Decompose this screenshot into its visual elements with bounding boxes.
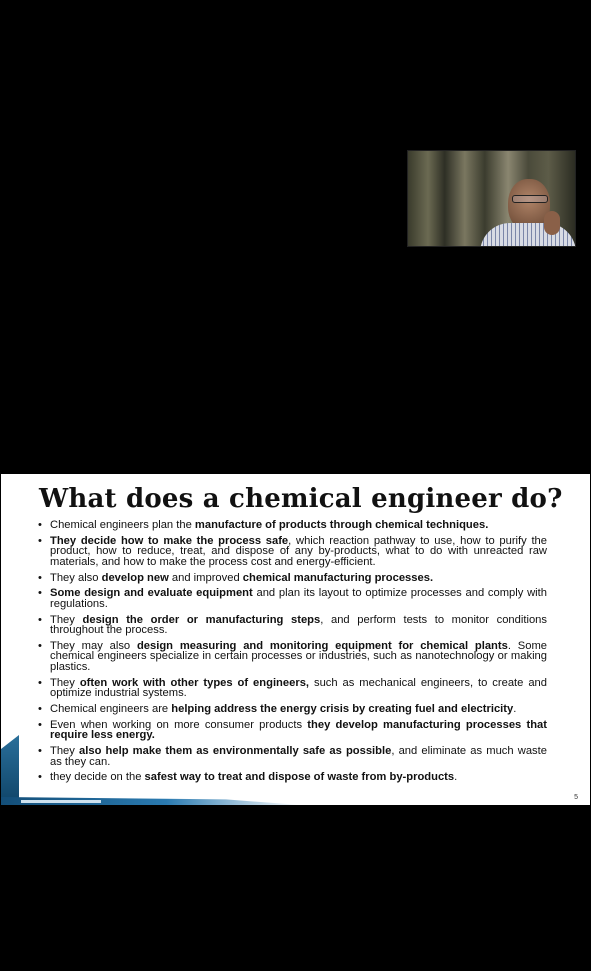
bullet-item bbox=[37, 678, 547, 699]
bullet-item bbox=[37, 720, 547, 741]
bullet-text: Even when working on more consumer products bbox=[50, 718, 308, 731]
bullet-item bbox=[37, 573, 547, 584]
bullet-text: , which reaction pathway to use, how to purify the product, how to reduce, treat, and dispose of any by-products, what to do with unreacted raw materials, and how to make the process cost and energy-efficient. bbox=[50, 534, 547, 568]
bullet-item bbox=[37, 772, 547, 783]
bullet-text: and plan its layout to optimize processes and comply with regulations. bbox=[50, 587, 547, 610]
bullet-bold-text: also help make them as environmentally safe as possible bbox=[79, 745, 392, 758]
bullet-bold-text: They decide how to make the process safe bbox=[50, 534, 289, 547]
bullet-bold-text: design measuring and monitoring equipment for chemical plants bbox=[136, 639, 508, 652]
bullet-text: they decide on the bbox=[50, 771, 145, 784]
bullet-item bbox=[37, 520, 547, 531]
bullet-item bbox=[37, 641, 547, 673]
bullet-item bbox=[37, 615, 547, 636]
slide-title: What does a chemical engineer do? bbox=[39, 484, 563, 514]
bullet-text: . bbox=[454, 771, 458, 784]
bullet-text: Chemical engineers plan the bbox=[50, 519, 195, 531]
bullet-item bbox=[37, 746, 547, 767]
bullet-bold-text: design the order or manufacturing steps bbox=[82, 613, 321, 626]
participant-glasses bbox=[512, 195, 548, 203]
shared-slide bbox=[1, 474, 590, 805]
bullet-bold-text: manufacture of products through chemical techniques. bbox=[194, 519, 489, 531]
bullet-bold-text: safest way to treat and dispose of waste from by-products bbox=[144, 771, 455, 784]
bullet-item bbox=[37, 704, 547, 715]
bullet-bold-text: often work with other types of engineers, bbox=[79, 676, 310, 689]
bullet-text: They also bbox=[50, 571, 102, 584]
bullet-bold-text: they develop manufacturing processes that require less energy. bbox=[50, 718, 547, 742]
bullet-text: and improved bbox=[168, 571, 243, 584]
bullet-bold-text: develop new bbox=[101, 571, 169, 584]
bullet-text: Chemical engineers are bbox=[50, 703, 172, 716]
bullet-text: They bbox=[50, 745, 80, 758]
bullet-bold-text: helping address the energy crisis by creating fuel and electricity bbox=[171, 703, 514, 716]
participant-shirt bbox=[480, 223, 576, 247]
participant-video-tile[interactable] bbox=[407, 150, 576, 247]
bullet-item bbox=[37, 536, 547, 568]
bullet-text: They may also bbox=[50, 639, 137, 652]
slide-decoration-line bbox=[21, 800, 101, 803]
bullet-text: , and perform tests to monitor conditions throughout the process. bbox=[50, 613, 547, 637]
bullet-text: They bbox=[50, 676, 80, 689]
bullet-text: . bbox=[513, 703, 517, 716]
bullet-list bbox=[37, 520, 547, 788]
participant-hand bbox=[544, 211, 560, 235]
bullet-text: such as mechanical engineers, to create and optimize industrial systems. bbox=[50, 676, 548, 700]
bullet-text: , and eliminate as much waste as they can. bbox=[50, 745, 547, 768]
bullet-text: . Some chemical engineers specialize in certain processes or industries, such as nanotechnology or making plastics. bbox=[50, 639, 547, 673]
bullet-bold-text: chemical manufacturing processes. bbox=[242, 571, 434, 584]
slide-page-number: 5 bbox=[574, 794, 578, 801]
bullet-bold-text: Some design and evaluate equipment bbox=[50, 587, 253, 600]
bullet-text: They bbox=[50, 613, 83, 626]
slide-decoration-left bbox=[1, 735, 19, 805]
bullet-item bbox=[37, 588, 547, 609]
